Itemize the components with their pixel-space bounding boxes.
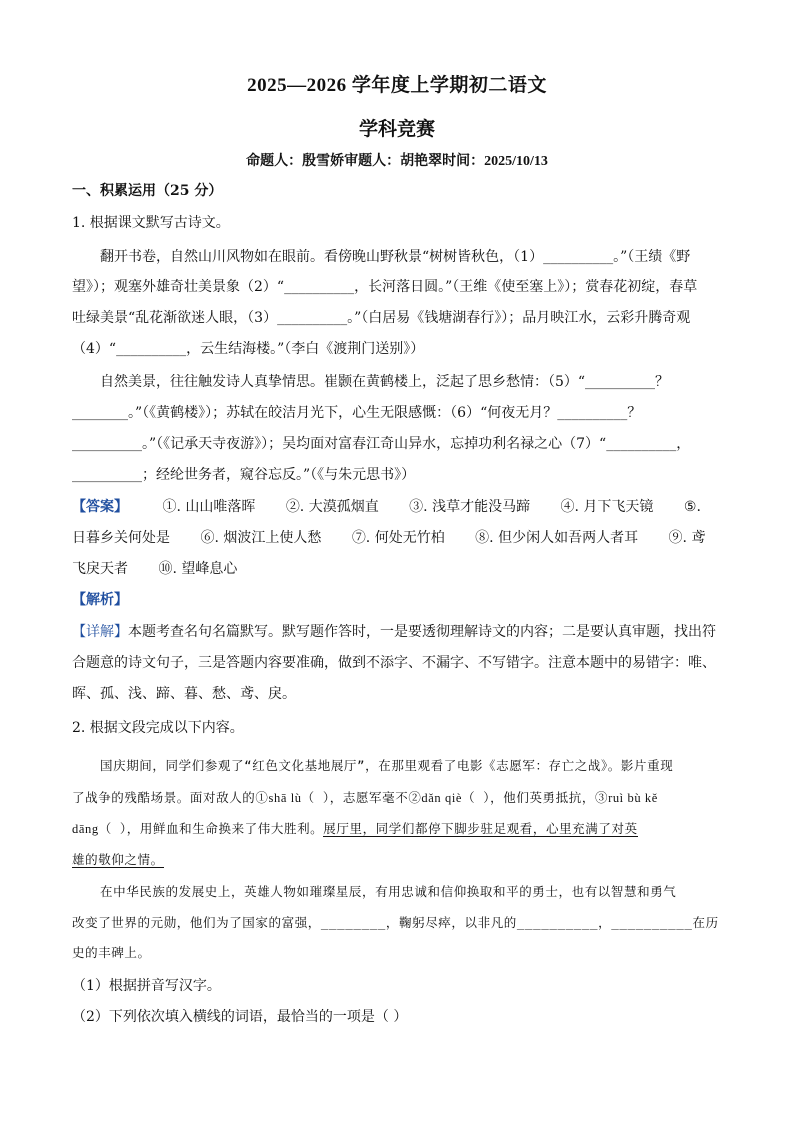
- question-1-line: __________；经纶世务者，窥谷忘反。”（《与朱元思书》）: [72, 467, 416, 483]
- sub-question-2: （2）下列依次填入横线的词语，最恰当的一项是（ ）: [72, 1009, 408, 1025]
- answer-item: ③. 浅草才能没马蹄: [409, 499, 531, 515]
- answer-item: ④. 月下飞天镜: [560, 499, 654, 515]
- underlined-sentence-cont: 雄的敬仰之情。: [72, 852, 164, 867]
- question-1-line: （4）“__________，云生结海楼。”（李白《渡荆门送别》）: [72, 341, 425, 357]
- passage-text: （ ），志愿军毫不②: [301, 790, 422, 805]
- detail-line: 晖、孤、浅、蹄、暮、愁、鸢、戾。: [72, 686, 296, 702]
- question-1-line: 望》）；观塞外雄奇壮美景象（2）“__________，长河落日圆。”（王维《使至塞上》）；赏春花初绽，春草: [72, 279, 698, 295]
- answer-row: [72, 527, 794, 547]
- question-1-line: 自然美景，往往触发诗人真挚情思。崔颢在黄鹤楼上，泛起了思乡愁情：（5）“__________？: [100, 374, 670, 390]
- passage-text: （ ），他们英勇抵抗，③: [462, 790, 609, 805]
- answer-item: ⑥. 烟波江上使人愁: [200, 530, 322, 546]
- detail-line: [72, 621, 794, 641]
- detail-text: 本题考查名句名篇默写。默写题作答时，一是要透彻理解诗文的内容；二是要认真审题，找出符: [128, 624, 716, 640]
- answer-item: 日暮乡关何处是: [72, 530, 170, 546]
- detail-label: 【详解】: [72, 624, 128, 640]
- question-1-prompt: 1. 根据课文默写古诗文。: [72, 215, 230, 231]
- answer-item: ⑦. 何处无竹柏: [351, 530, 445, 546]
- passage-text: （ ），用鲜血和生命换来了伟大胜利。: [98, 821, 324, 836]
- answer-item: ①. 山山唯落晖: [162, 499, 256, 515]
- exam-subtitle: 学科竞赛: [358, 119, 435, 140]
- passage-2-line: 史的丰碑上。: [72, 945, 151, 960]
- passage-2-line: 在中华民族的发展史上，英雄人物如璀璨星辰，有用忠诚和信仰换取和平的勇士，也有以智慧和勇气: [100, 884, 677, 899]
- passage-2-line: 改变了世界的元勋，他们为了国家的富强，________，鞠躬尽瘁，以非凡的__________，__________在历: [72, 915, 719, 930]
- passage-1-line: 国庆期间，同学们参观了“红色文化基地展厅”，在那里观看了电影《志愿军：存亡之战》。影片重现: [100, 758, 674, 773]
- answer-item: ⑩. 望峰息心: [158, 561, 238, 577]
- pinyin-3-cont: dāng: [72, 822, 99, 836]
- answer-item: ②. 大漠孤烟直: [285, 499, 379, 515]
- passage-1-line: [72, 850, 794, 868]
- question-1-line: __________。”（《记承天寺夜游》）；吴均面对富春江奇山异水，忘掉功利名禄之心（7）“__________，: [72, 436, 691, 452]
- question-1-line: 吐绿美景“乱花渐欲迷人眼，（3）__________。”（白居易《钱塘湖春行》）；品月映江水，云彩升腾奇观: [72, 310, 691, 326]
- detail-line: 合题意的诗文句子，三是答题内容要准确，做到不添字、不漏字、不写错字。注意本题中的易错字：唯、: [72, 655, 716, 671]
- sub-question-1: （1）根据拼音写汉字。: [72, 978, 221, 994]
- pinyin-3: ruì bù kě: [608, 791, 658, 805]
- exam-meta: 命题人：殷雪娇审题人：胡艳翠时间：2025/10/13: [246, 154, 548, 169]
- analysis-label: 【解析】: [72, 592, 128, 608]
- passage-text: 了战争的残酷场景。面对敌人的①: [72, 790, 269, 805]
- answer-row: [72, 558, 794, 578]
- question-1-line: 翻开书卷，自然山川风物如在眼前。看傍晚山野秋景“树树皆秋色，（1）__________。”（王绩《野: [100, 249, 691, 265]
- section-heading: 一、积累运用（25 分）: [72, 183, 223, 199]
- answer-item: 飞戾天者: [72, 561, 128, 577]
- answer-item: ⑧. 但少闲人如吾两人者耳: [475, 530, 639, 546]
- answer-item: ⑨. 鸢: [668, 530, 706, 546]
- passage-1-line: [72, 788, 794, 806]
- question-2-prompt: 2. 根据文段完成以下内容。: [72, 720, 244, 736]
- underlined-sentence: 展厅里，同学们都停下脚步驻足观看，心里充满了对英: [323, 821, 638, 836]
- passage-1-line: [72, 819, 794, 837]
- question-1-line: ________。”（《黄鹤楼》）；苏轼在皎洁月光下，心生无限感慨：（6）“何夜无月？__________？: [72, 405, 642, 421]
- answer-item: ⑤.: [683, 499, 701, 515]
- answer-label: 【答案】: [72, 499, 128, 515]
- answer-row: [72, 496, 794, 516]
- exam-title: 2025—2026 学年度上学期初二语文: [247, 75, 547, 96]
- pinyin-2: dǎn qiè: [421, 791, 463, 805]
- pinyin-1: shā lù: [268, 791, 302, 805]
